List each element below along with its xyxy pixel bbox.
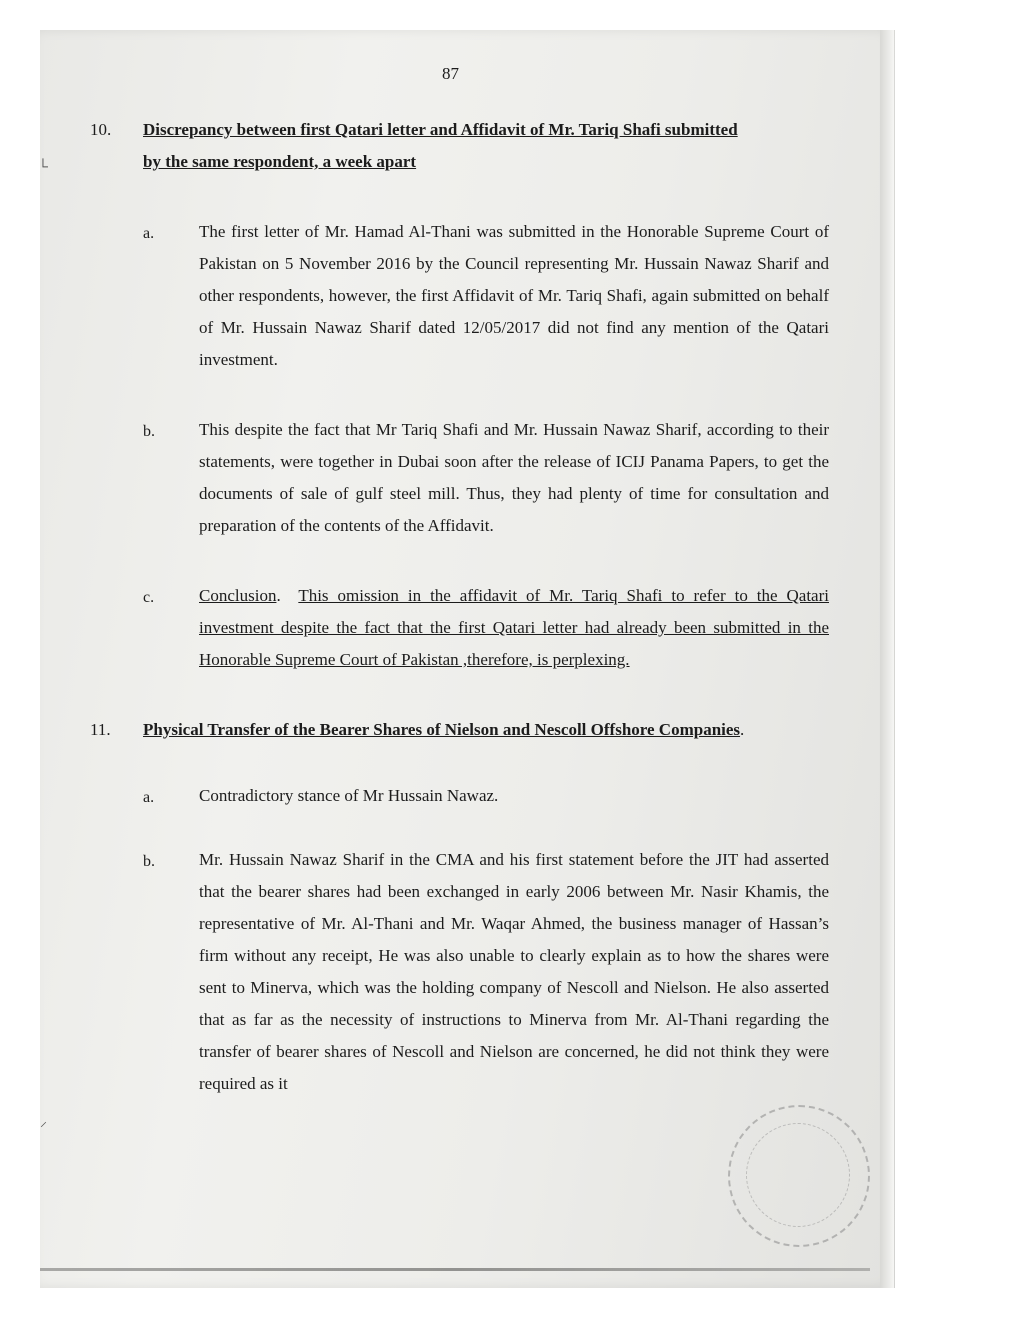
seal-inner-ring xyxy=(746,1123,850,1227)
conclusion-paragraph: Conclusion. This omission in the affidavit of Mr. Tariq Shafi to refer to the Qatari investment despite the fact that the first Qatari letter had already been submitted in the Honorable Supreme Court of Pakistan ,therefore, is perplexing. xyxy=(199,586,829,669)
conclusion-text: This omission in the affidavit of Mr. Tariq Shafi to refer to the Qatari investment despite the fact that the first Qatari letter had already been submitted in the Honorable Supreme Court of Pakistan ,therefore, is perplexing. xyxy=(199,586,829,669)
section-heading-wrap: Physical Transfer of the Bearer Shares of Nielson and Nescoll Offshore Companies. xyxy=(143,720,745,739)
section-heading: Discrepancy between first Qatari letter and Affidavit of Mr. Tariq Shafi submitted xyxy=(143,120,738,139)
margin-tick-mark: └ xyxy=(38,160,48,175)
official-seal-stamp xyxy=(728,1105,870,1247)
item-paragraph: Contradictory stance of Mr Hussain Nawaz. xyxy=(199,786,499,805)
section-number: 10. xyxy=(90,120,112,139)
item-letter: a. xyxy=(143,789,155,806)
item-letter: a. xyxy=(143,225,155,242)
item-letter: b. xyxy=(143,423,155,440)
page-number: 87 xyxy=(442,64,459,83)
item-paragraph: The first letter of Mr. Hamad Al-Thani was submitted in the Honorable Supreme Court of Pakistan on 5 November 2016 by the Council representing Mr. Hussain Nawaz Sharif and other respondents, however, the first Affidavit of Mr. Tariq Shafi, again submitted on behalf of Mr. Hussain Nawaz Sharif dated 12/05/2017 did not find any mention of the Qatari investment. xyxy=(199,222,829,369)
section-heading-line2: by the same respondent, a week apart xyxy=(143,152,417,171)
bottom-edge-line xyxy=(40,1268,870,1271)
section-number: 11. xyxy=(90,720,111,739)
item-letter: b. xyxy=(143,853,155,870)
margin-pen-mark: ⸝ xyxy=(40,1115,47,1130)
page-edge-shadow xyxy=(880,30,894,1288)
conclusion-label: Conclusion xyxy=(199,586,277,605)
item-paragraph: This despite the fact that Mr Tariq Shafi and Mr. Hussain Nawaz Sharif, according to their statements, were together in Dubai soon after the release of ICIJ Panama Papers, to get the documents of sale of gulf steel mill. Thus, they had plenty of time for consultation and preparation of the contents of the Affidavit. xyxy=(199,420,829,535)
section-heading: Physical Transfer of the Bearer Shares of Nielson and Nescoll Offshore Companies xyxy=(143,720,741,739)
item-letter: c. xyxy=(143,589,155,606)
item-paragraph: Mr. Hussain Nawaz Sharif in the CMA and his first statement before the JIT had asserted that the bearer shares had been exchanged in early 2006 between Mr. Nasir Khamis, the representative of Mr. Al-Thani and Mr. Waqar Ahmed, the business manager of Hassan’s firm without any receipt, He was also unable to clearly explain as to how the shares were sent to Minerva, which was the holding company of Nescoll and Nielson. He also asserted that as far as the necessity of instructions to Minerva from Mr. Al-Thani regarding the transfer of bearer shares of Nescoll and Nielson are concerned, he did not think they were required as it xyxy=(199,850,829,1093)
